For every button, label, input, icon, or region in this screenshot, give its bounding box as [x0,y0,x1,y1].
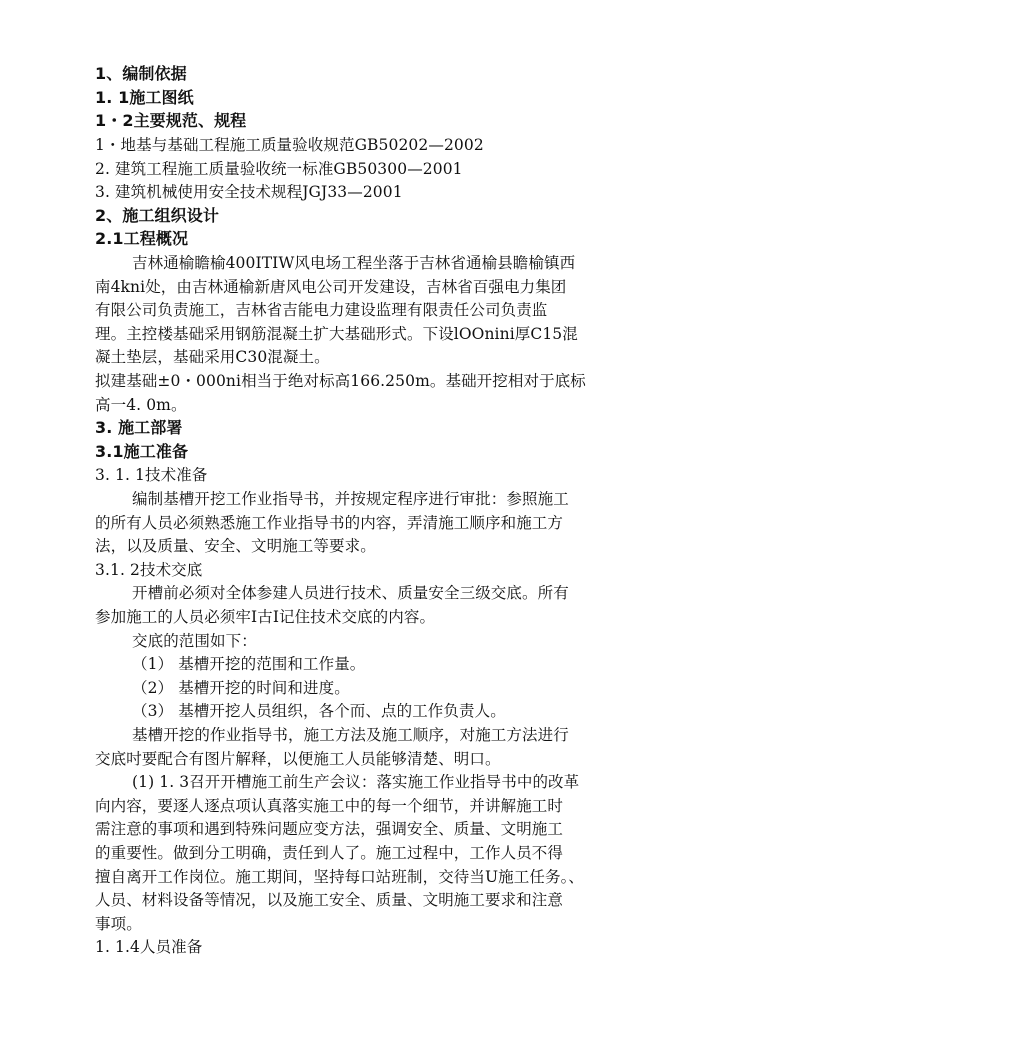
subsection-heading-tech-prep: 3. 1. 1技术准备 [95,466,208,484]
briefing-scope-item-3: （3） 基槽开挖人员组织，各个而、点的工作负责人。 [132,702,506,720]
overview-paragraph-line: 有限公司负责施工，吉林省吉能电力建设监理有限责任公司负责监 [95,301,548,319]
standard-item-3: 3. 建筑机械使用安全技术规程JGJ33—2001 [95,183,403,201]
overview-paragraph-line: 南4kni处，由吉林通榆新唐风电公司开发建设，吉林省百强电力集团 [95,278,567,296]
briefing-method-paragraph-line: 交底吋要配合有图片解释，以便施工人员能够清楚、明口。 [95,750,501,768]
briefing-scope-item-2: （2） 基槽开挖的时间和进度。 [132,679,350,697]
subsection-heading-standards: 1・2主要规范、规程 [95,111,247,130]
briefing-scope-intro: 交底的范围如下： [132,632,257,650]
standard-item-1: 1・地基与基础工程施工质量验收规范GB50202—2002 [95,136,484,154]
subsection-heading-overview: 2.1工程概况 [95,229,189,248]
meeting-paragraph-line: 向内容，要逐人逐点项认真落实施工中的每一个细节，并讲解施工时 [95,797,564,815]
elevation-paragraph-line: 拟建基础±0・000ni相当于绝对标高166.250m。基础开挖相对于底标 [95,372,586,390]
briefing-paragraph-line: 参加施工的人员必须牢I古I记住技术交底的内容。 [95,608,436,626]
meeting-paragraph-line: 擅自离开工作岗位。施工期间，坚持每口站班制，交待当U施工任务。、 [95,868,585,886]
section-heading-basis: 1、编制依据 [95,64,187,83]
meeting-paragraph-line: (1) 1. 3召开开槽施工前生产会议：落实施工作业指导书中的改革 [132,773,580,791]
meeting-paragraph-line: 人员、材料设备等情况，以及施工安全、质量、文明施工要求和注意 [95,891,564,909]
elevation-paragraph-line: 高一4. 0m。 [95,396,187,414]
briefing-scope-item-1: （1） 基槽开挖的范围和工作量。 [132,655,366,673]
tech-prep-paragraph-line: 法，以及质量、安全、文明施工等要求。 [95,537,376,555]
subsection-heading-tech-briefing: 3.1. 2技术交底 [95,561,203,579]
subsection-heading-drawings: 1. 1施工图纸 [95,88,194,107]
briefing-method-paragraph-line: 基槽开挖的作业指导书，施工方法及施工顺序，对施工方法进行 [132,726,569,744]
meeting-paragraph-line: 需注意的事项和遇到特殊问题应变方法，强调安全、质量、文明施工 [95,820,564,838]
overview-paragraph-line: 理。主控楼基础采用钢筋混凝土扩大基础形式。下设lOOnini厚C15混 [95,325,578,343]
subsection-heading-preparation: 3.1施工准备 [95,442,189,461]
tech-prep-paragraph-line: 编制基槽开挖工作业指导书，并按规定程序进行审批：参照施工 [132,490,569,508]
overview-paragraph-line: 凝土垫层，基础采用C30混凝土。 [95,348,330,366]
section-heading-design: 2、施工组织设计 [95,206,219,225]
section-heading-deployment: 3. 施工部署 [95,418,183,437]
meeting-paragraph-line: 的重要性。做到分工明确，责任到人了。施工过程中，工作人员不得 [95,844,564,862]
meeting-paragraph-line: 事项。 [95,915,142,933]
standard-item-2: 2. 建筑工程施工质量验收统一标准GB50300—2001 [95,160,463,178]
overview-paragraph-line: 吉林通榆瞻榆400ITIW风电场工程坐落于吉林省通榆县瞻榆镇西 [132,254,576,272]
briefing-paragraph-line: 开槽前必须对全体参建人员进行技术、质量安全三级交底。所有 [132,584,569,602]
tech-prep-paragraph-line: 的所有人员必须熟悉施工作业指导书的内容，弄清施工顺序和施工方 [95,514,564,532]
subsection-heading-staffing: 1. 1.4人员准备 [95,938,203,956]
